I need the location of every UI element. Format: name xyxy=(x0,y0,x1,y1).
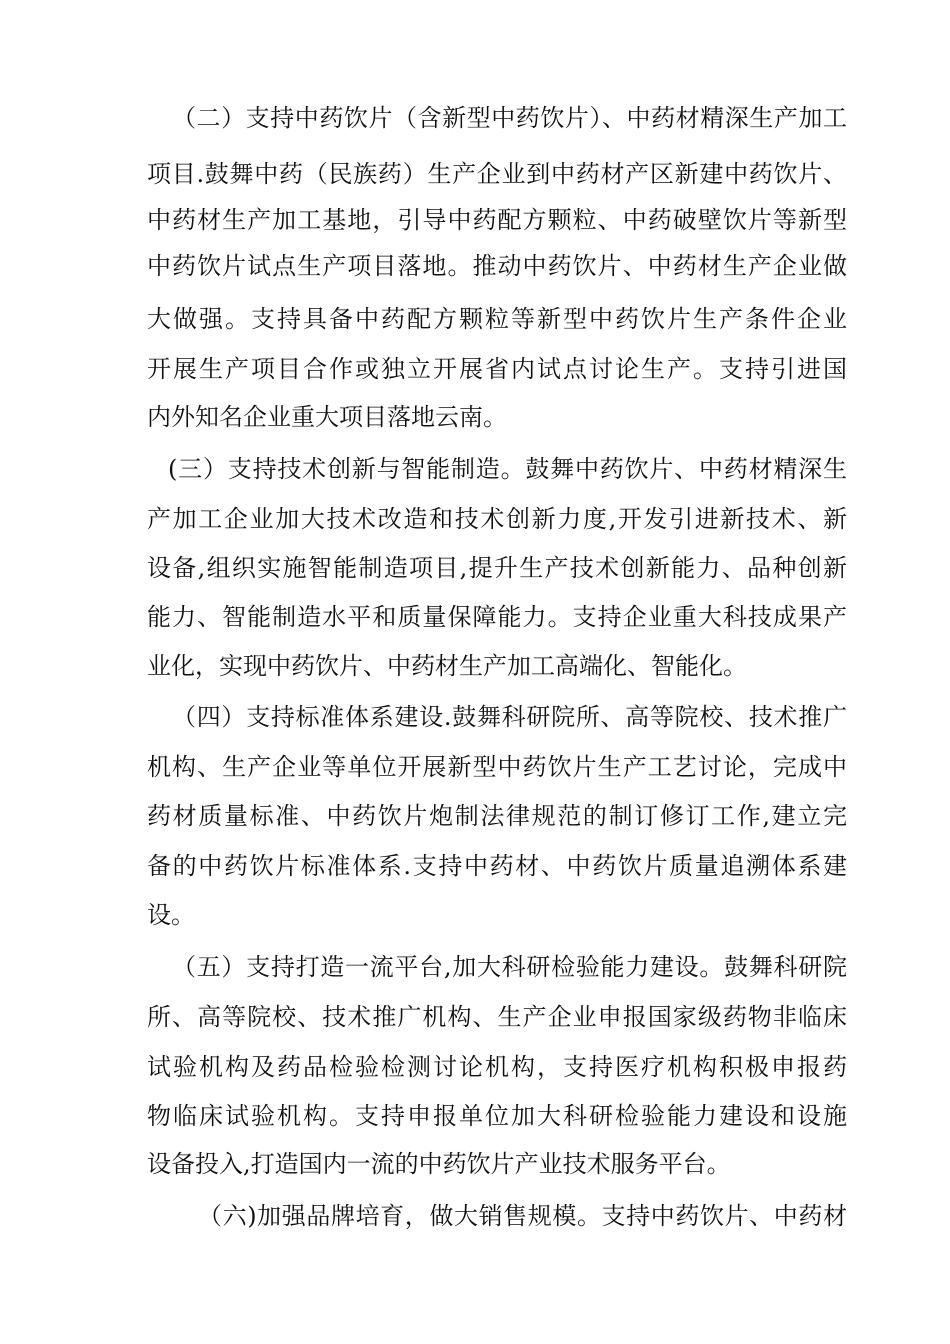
text-line: 设备,组织实施智能制造项目,提升生产技术创新能力、品种创新 xyxy=(147,554,847,582)
text-line: 能力、智能制造水平和质量保障能力。支持企业重大科技成果产 xyxy=(147,603,847,631)
text-line: 设备投入,打造国内一流的中药饮片产业技术服务平台。 xyxy=(147,1150,731,1178)
text-line: （六)加强品牌培育，做大销售规模。支持中药饮片、中药材 xyxy=(198,1202,847,1230)
text-line: 物临床试验机构。支持申报单位加大科研检验能力建设和设施 xyxy=(147,1102,847,1130)
text-line: （五）支持打造一流平台,加大科研检验能力建设。鼓舞科研院 xyxy=(172,953,847,981)
text-line: 业化，实现中药饮片、中药材生产加工高端化、智能化。 xyxy=(147,652,747,680)
text-line: 药材质量标准、中药饮片炮制法律规范的制订修订工作,建立完 xyxy=(147,802,847,830)
text-line: 备的中药饮片标准体系.支持中药材、中药饮片质量追溯体系建 xyxy=(147,852,847,880)
text-line: 产加工企业加大技术改造和技术创新力度,开发引进新技术、新 xyxy=(147,505,847,533)
text-line: 中药饮片试点生产项目落地。推动中药饮片、中药材生产企业做 xyxy=(147,252,847,280)
text-line: 机构、生产企业等单位开展新型中药饮片生产工艺讨论，完成中 xyxy=(147,753,847,781)
text-line: 中药材生产加工基地，引导中药配方颗粒、中药破壁饮片等新型 xyxy=(147,206,847,234)
text-line: 大做强。支持具备中药配方颗粒等新型中药饮片生产条件企业 xyxy=(147,305,847,333)
text-line: 开展生产项目合作或独立开展省内试点讨论生产。支持引进国 xyxy=(147,355,847,383)
text-line: （四）支持标准体系建设.鼓舞科研院所、高等院校、技术推广 xyxy=(172,703,847,731)
text-line: 内外知名企业重大项目落地云南。 xyxy=(147,403,507,431)
text-line: 项目.鼓舞中药（民族药）生产企业到中药材产区新建中药饮片、 xyxy=(147,160,847,188)
text-line: （二）支持中药饮片（含新型中药饮片）、中药材精深生产加工 xyxy=(172,104,847,132)
text-line: 试验机构及药品检验检测讨论机构，支持医疗机构积极申报药 xyxy=(147,1053,847,1081)
text-line: 所、高等院校、技术推广机构、生产企业申报国家级药物非临床 xyxy=(147,1003,847,1031)
text-line: (三）支持技术创新与智能制造。鼓舞中药饮片、中药材精深生 xyxy=(168,455,847,483)
text-line: 设。 xyxy=(147,901,195,929)
